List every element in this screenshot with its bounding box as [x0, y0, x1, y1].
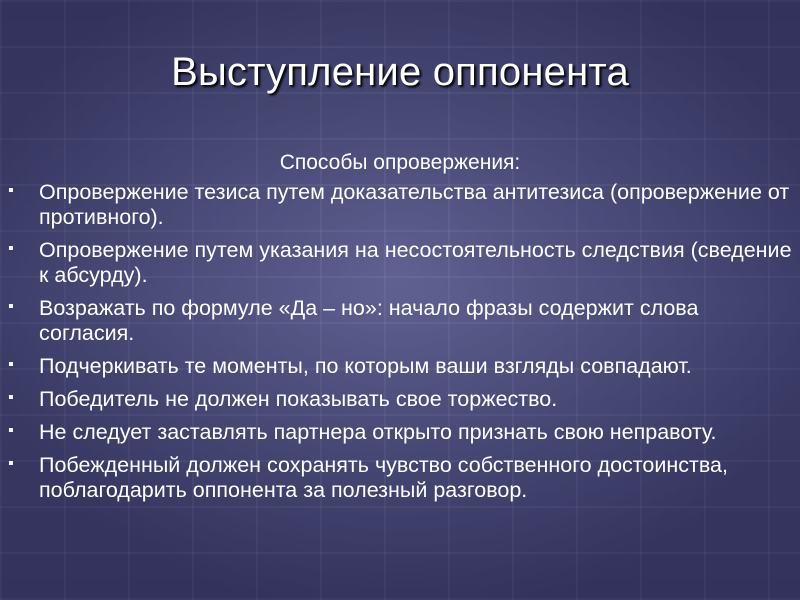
bullet-text: Победитель не должен показывать свое торжество. — [39, 387, 558, 411]
bullet-item — [8, 453, 794, 503]
slide-subtitle: Способы опровержения: — [279, 151, 521, 174]
bullet-item — [8, 238, 794, 288]
bullet-item — [8, 180, 794, 230]
bullet-item — [8, 296, 794, 346]
square-bullet-icon: ▪ — [8, 455, 14, 472]
slide-title: Выступление оппонента — [171, 50, 629, 94]
bullet-item — [8, 420, 794, 445]
bullet-text: Опровержение путем указания на несостоятельность следствия (сведение к абсурду). — [39, 238, 792, 287]
bullet-text: Возражать по формуле «Да – но»: начало фразы содержит слова согласия. — [39, 296, 699, 345]
bullet-text: Опровержение тезиса путем доказательства антитезиса (опровержение от противного). — [39, 180, 790, 229]
bullet-text: Не следует заставлять партнера открыто признать свою неправоту. — [39, 420, 717, 444]
square-bullet-icon: ▪ — [8, 182, 14, 199]
bullet-text: Побежденный должен сохранять чувство собственного достоинства, поблагодарить оппонента за полезный разговор. — [39, 453, 728, 502]
square-bullet-icon: ▪ — [8, 298, 14, 315]
square-bullet-icon: ▪ — [8, 422, 14, 439]
square-bullet-icon: ▪ — [8, 356, 14, 373]
bullet-list — [8, 180, 794, 511]
bullet-item — [8, 354, 794, 379]
square-bullet-icon: ▪ — [8, 240, 14, 257]
square-bullet-icon: ▪ — [8, 389, 14, 406]
bullet-text: Подчеркивать те моменты, по которым ваши взгляды совпадают. — [39, 354, 692, 378]
bullet-item — [8, 387, 794, 412]
